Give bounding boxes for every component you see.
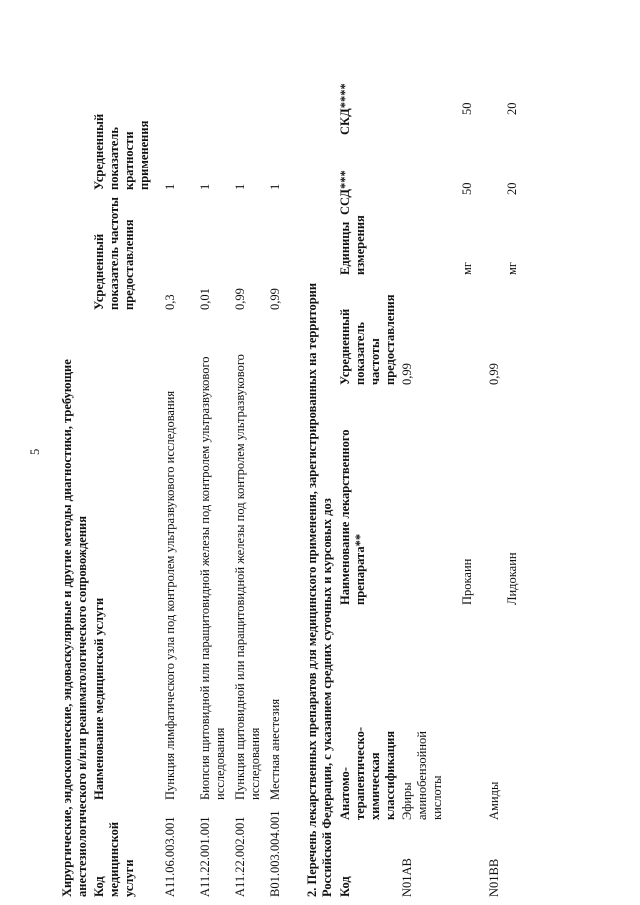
col-header-name: Наименование медицинской услуги (92, 597, 106, 800)
drug-row2-name: Прокаин (460, 558, 474, 605)
row1-mult: 1 (163, 183, 177, 190)
drug-row2-unit: мг (460, 261, 474, 275)
row4-mult: 1 (268, 183, 282, 190)
drug-row4-unit: мг (505, 261, 519, 275)
drug-col-header-code: Код (338, 876, 352, 897)
row4-freq: 0,99 (268, 288, 282, 310)
row1-name: Пункция лимфатического узла под контролем ультразвукового исследования (163, 390, 177, 800)
row3-freq: 0,99 (233, 288, 247, 310)
row3-name: Пункция щитовидной или паращитовидной железы под контролем ультразвукового исследования (233, 354, 262, 800)
drug-col-header-freq: Усредненный показатель частоты предоставления (338, 294, 397, 385)
drug-col-header-skd: СКД**** (338, 83, 352, 135)
row4-code: B01.003.004.001 (268, 810, 282, 897)
drug-row2-skd: 50 (460, 102, 474, 115)
drug-row4-name: Лидокаин (505, 552, 519, 605)
drug-row3-freq: 0,99 (487, 363, 501, 385)
drug-row4-skd: 20 (505, 102, 519, 115)
row3-mult: 1 (233, 183, 247, 190)
section1-heading-line2: анестезиологического и/или реаниматологического сопровождения (75, 515, 89, 897)
drug-col-header-atc: Анатомо-терапевтическо-химическая классификация (338, 726, 397, 820)
row1-freq: 0,3 (163, 294, 177, 310)
section1-heading-line1: Хирургические, эндоскопические, эндоваскулярные и другие методы диагностики, требующие (60, 359, 74, 897)
section2-heading-line2: Российской Федерации, с указанием средних суточных и курсовых доз (320, 498, 334, 897)
drug-row1-freq: 0,99 (400, 363, 414, 385)
drug-row2-ssd: 50 (460, 182, 474, 195)
drug-row4-ssd: 20 (505, 182, 519, 195)
row2-code: A11.22.001.001 (198, 816, 212, 897)
row2-mult: 1 (198, 183, 212, 190)
drug-row1-code: N01AB (400, 858, 414, 897)
section2-heading-line1: 2. Перечень лекарственных препаратов для медицинского применения, зарегистрированных на территории (305, 282, 319, 897)
drug-row3-atc: Амиды (487, 781, 501, 820)
drug-row1-atc: Эфиры аминобензойной кислоты (400, 731, 444, 820)
col-header-code: Код медицинской услуги (92, 821, 136, 897)
drug-col-header-drug: Наименование лекарственного препарата** (338, 429, 367, 605)
drug-row3-code: N01BB (487, 858, 501, 897)
row4-name: Местная анестезия (268, 698, 282, 800)
row2-name: Биопсия щитовидной или паращитовидной железы под контролем ультразвукового исследования (198, 356, 227, 800)
drug-col-header-unit: Единицы измерения (338, 215, 367, 275)
row3-code: A11.22.002.001 (233, 816, 247, 897)
row2-freq: 0,01 (198, 288, 212, 310)
drug-col-header-ssd: ССД*** (338, 170, 352, 215)
col-header-mult: Усредненный показатель кратности применения (92, 113, 151, 190)
col-header-freq: Усредненный показатель частоты предоставления (92, 197, 136, 310)
page-number: 5 (28, 448, 42, 455)
row1-code: A11.06.003.001 (163, 816, 177, 897)
